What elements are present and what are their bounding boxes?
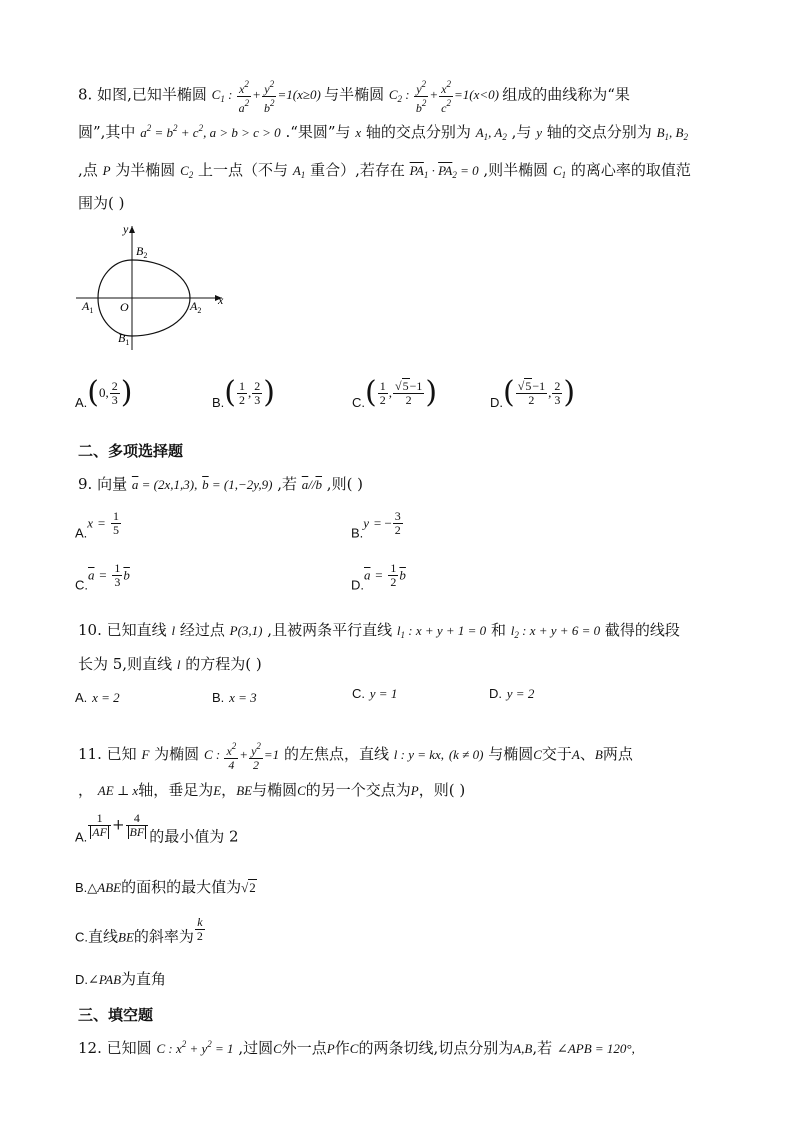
q8-b1b2: $B_1$, $B_2$ — [656, 125, 688, 142]
q9-option-b-label: B. — [351, 525, 364, 541]
q10-option-c[interactable] — [352, 684, 397, 702]
q9-text-2: ,若 — [277, 475, 297, 493]
q9-text-3: ,则( ) — [326, 475, 364, 493]
q8-formula-abc: $a^2 = b^2 + c^2$, a > b > c > 0 — [140, 123, 281, 140]
q8-c2: $C_2$ — [180, 163, 194, 180]
q11-text-12: 的另一个交点为 — [305, 781, 411, 799]
q9-option-d[interactable]: $D.\overline{a}$ = $\frac{1}{2}$ $\overline{b}$ — [351, 561, 406, 593]
fruit-circle-figure — [74, 220, 234, 355]
section-heading-fill-in: 三、填空题 — [78, 1006, 154, 1024]
q9-line-1: 9. 向量 $\overline{a} = (2x,1,3)$, $\overline{b} = (1,-2y,9)$ ,若 $\overline{a}//\overline{b}$ ,则( ) — [78, 475, 364, 493]
q11-line-1: 11. 已知 F 为椭圆 C : $\frac{x^2}{4}$ + $\frac{y^2}{2}$ =1 的左焦点，直线 l : y = kx, (k ≠ 0) 与椭圆C交于A、B两点 — [78, 741, 633, 772]
q8-line-3 — [78, 160, 691, 185]
q8-option-b-label: B. — [212, 395, 225, 410]
q10-option-d[interactable] — [489, 684, 534, 702]
q11-option-a[interactable]: A. $\frac{1}{AF}$ + $\frac{4}{BF}$ 的最小值为 2 — [75, 811, 239, 846]
q10-option-d-text: y = 2 — [506, 686, 535, 701]
q11-option-a-text: 的最小值为 2 — [149, 827, 239, 846]
q9-option-d-label: D. — [351, 577, 364, 593]
q8-c1: $C_1$ — [552, 163, 567, 180]
q8-line-2 — [78, 118, 688, 147]
q8-option-a-label: A. — [75, 395, 88, 410]
q12-line-1: 12. 已知圆 C : $x^2 + y^2 = 1$ ,过圆C外一点P作C的两条切线,切点分别为A,B,若 ∠APB = 120°, — [78, 1039, 635, 1057]
q8-text-6: 轴的交点分别为 — [365, 123, 471, 141]
q10-point-p: P(3,1) — [229, 623, 263, 638]
q12-number: 12. — [78, 1039, 102, 1057]
q11-option-d-text: 为直角 — [121, 970, 167, 988]
q9-option-a[interactable]: A.x = $\frac{1}{5}$ — [75, 509, 119, 541]
q10-option-a[interactable] — [75, 688, 120, 706]
q11-option-d[interactable]: D.∠PAB为直角 — [75, 970, 167, 988]
figure-label-b1: $B_1$ — [118, 331, 130, 347]
q10-option-c-label: C. — [352, 686, 365, 701]
q8-text-10: 为半椭圆 — [115, 161, 176, 179]
q8-text-12: 重合）,若存在 — [310, 161, 405, 179]
q10-line-1 — [78, 620, 680, 645]
q8-text-8: 轴的交点分别为 — [546, 123, 652, 141]
q10-text-1: 已知直线 — [106, 621, 167, 639]
q8-a1a2: $A_1$, $A_2$ — [475, 125, 507, 142]
q8-text-1: 如图,已知半椭圆 — [97, 85, 207, 104]
q10-line-2 — [78, 654, 262, 675]
q9-option-a-label: A. — [75, 525, 88, 541]
q10-text-7: 的方程为( ) — [185, 655, 262, 673]
q8-p-var: P — [102, 163, 111, 178]
q9-vector-a: $\overline{a} = (2x,1,3)$ — [131, 477, 195, 492]
q11-option-c-text: 直线 — [88, 927, 119, 946]
q8-text-2: 与半椭圆 — [324, 85, 385, 104]
q10-text-4: 和 — [490, 621, 506, 639]
q11-text-2: 为椭圆 — [154, 744, 200, 763]
q8-x-var: x — [355, 125, 362, 140]
q8-text-7: ,与 — [511, 123, 532, 141]
q12-text-4: 作 — [334, 1039, 350, 1057]
q10-text-5: 截得的线段 — [604, 621, 680, 639]
q11-text-1: 已知 — [106, 744, 137, 763]
q12-text-5: 的两条切线,切点分别为 — [358, 1039, 514, 1057]
q11-text-4: 与椭圆 — [488, 744, 534, 763]
q11-text-3: 的左焦点，直线 — [283, 744, 389, 763]
q11-f-var: F — [141, 746, 150, 762]
q10-option-b[interactable] — [212, 688, 257, 706]
q11-option-b[interactable]: B.△ABE的面积的最大值为√2 — [75, 878, 256, 896]
q11-line-2: ， AE ⊥ x轴，垂足为E，BE与椭圆C的另一个交点为P，则( ) — [78, 781, 466, 799]
q11-option-b-label: B. — [75, 880, 88, 895]
q10-option-a-text: x = 2 — [92, 690, 120, 705]
q8-formula-c2: $C_2$ : $\frac{y^2}{b^2}$ + $\frac{x^2}{c^2}$ =1(x<0) — [388, 79, 499, 115]
q11-perp: AE ⊥ x — [97, 783, 139, 798]
q8-text-3: 组成的曲线称为“果 — [502, 85, 630, 104]
q8-text-9: ,点 — [78, 161, 98, 179]
figure-label-b2: $B_2$ — [136, 244, 148, 260]
q9-number: 9. — [78, 475, 93, 493]
q9-option-c[interactable]: $C.\overline{a}$ = $\frac{1}{3}$ $\overline{b}$ — [75, 561, 130, 593]
q10-number: 10. — [78, 621, 102, 639]
q10-option-d-label: D. — [489, 686, 502, 701]
q8-y-var: y — [536, 125, 542, 140]
q10-l-var-2: l — [176, 657, 181, 672]
q10-l-var: l — [171, 623, 176, 638]
q11-ellipse-c: C : $\frac{x^2}{4}$ + $\frac{y^2}{2}$ =1 — [203, 741, 280, 772]
q10-line-l1: $l_1$ : x + y + 1 = 0 — [396, 623, 487, 640]
q8-option-c-label: C. — [352, 395, 365, 410]
q8-text-15: 围为( ) — [78, 194, 125, 212]
q8-text-14: 的离心率的取值范 — [570, 161, 691, 179]
q8-formula-c1: $C_1$ : $\frac{x^2}{a^2}$ + $\frac{y^2}{b^2}$ =1(x≥0) — [211, 79, 321, 115]
q9-text-1: 向量 — [97, 475, 128, 493]
q11-option-b-text: 的面积的最大值为 — [121, 878, 242, 896]
q12-text-3: 外一点 — [281, 1039, 327, 1057]
q11-text-11: 与椭圆 — [252, 781, 298, 799]
figure-label-o: O — [120, 300, 129, 314]
q8-option-a[interactable]: A.(0, $\frac{2}{3}$ ) — [75, 375, 133, 410]
q8-a1: $A_1$ — [292, 163, 306, 180]
q11-option-a-label: A. — [75, 829, 88, 845]
q8-option-d-label: D. — [490, 395, 503, 410]
q11-text-13: ，则( ) — [418, 781, 466, 799]
q10-line-l2: $l_2$ : x + y + 6 = 0 — [510, 623, 601, 640]
q12-angle: ∠APB = 120°, — [556, 1041, 635, 1056]
q8-line-1 — [78, 78, 630, 115]
y-axis-arrow — [129, 226, 135, 233]
q11-option-c-text-2: 的斜率为 — [133, 927, 194, 946]
q9-parallel: $\overline{a}//\overline{b}$ — [301, 477, 323, 492]
q11-option-c-label: C. — [75, 929, 88, 945]
q8-line-4 — [78, 193, 124, 213]
q10-option-a-label: A. — [75, 690, 88, 705]
q8-option-b[interactable]: B.( $\frac{1}{2}$ , $\frac{2}{3}$ ) — [212, 375, 275, 410]
q8-dot-product: $\overline{PA}_1 \cdot \overline{PA}_2 = 0$ — [409, 163, 479, 180]
q9-vector-b: $\overline{b} = (1,-2y,9)$ — [202, 477, 273, 492]
q8-number: 8. — [78, 85, 93, 104]
q11-line-l: l : y = kx — [393, 746, 441, 762]
q10-text-6: 长为 5,则直线 — [78, 655, 173, 673]
q11-text-7: 两点 — [602, 744, 633, 763]
q9-option-b[interactable]: B.y = − $\frac{3}{2}$ — [351, 509, 401, 541]
q12-circle-c: C : $x^2 + y^2 = 1$ — [156, 1039, 234, 1056]
q10-text-3: ,且被两条平行直线 — [267, 621, 393, 639]
figure-label-a2: $A_2$ — [190, 299, 202, 315]
q11-text-10: ， — [221, 781, 237, 799]
q8-option-d[interactable]: D.( $\frac{√5-1}{2}$ , $\frac{2}{3}$ ) — [490, 375, 576, 410]
q11-text-6: 、 — [579, 744, 595, 763]
q8-text-5: .“果圆”与 — [285, 123, 351, 141]
q10-option-b-label: B. — [212, 690, 225, 705]
q9-option-c-label: C. — [75, 577, 88, 593]
q8-text-4: 圆”,其中 — [78, 123, 136, 141]
q11-option-d-label: D. — [75, 972, 88, 987]
q8-text-11: 上一点（不与 — [198, 161, 289, 179]
q11-text-5: 交于 — [541, 744, 572, 763]
q8-text-13: ,则半椭圆 — [483, 161, 549, 179]
q11-text-9: 轴，垂足为 — [138, 781, 214, 799]
q11-text-8: ， — [78, 781, 94, 799]
q8-option-c[interactable]: C.( $\frac{1}{2}$ , $\frac{√5-1}{2}$ ) — [352, 375, 438, 410]
figure-label-x: x — [218, 293, 224, 307]
q12-text-2: ,过圆 — [238, 1039, 274, 1057]
section-heading-multiple-choice: 二、多项选择题 — [78, 442, 184, 460]
q11-k-cond: (k ≠ 0) — [448, 746, 484, 762]
figure-label-a1: $A_1$ — [82, 299, 94, 315]
q11-option-c[interactable]: C.直线BE的斜率为 $\frac{k}{2}$ — [75, 915, 203, 946]
q12-text-1: 已知圆 — [106, 1039, 152, 1057]
q10-option-c-text: y = 1 — [369, 686, 398, 701]
q11-number: 11. — [78, 744, 102, 763]
q10-option-b-text: x = 3 — [229, 690, 257, 705]
q10-text-2: 经过点 — [179, 621, 225, 639]
q12-text-6: ,若 — [532, 1039, 553, 1057]
figure-label-y: y — [123, 222, 129, 236]
